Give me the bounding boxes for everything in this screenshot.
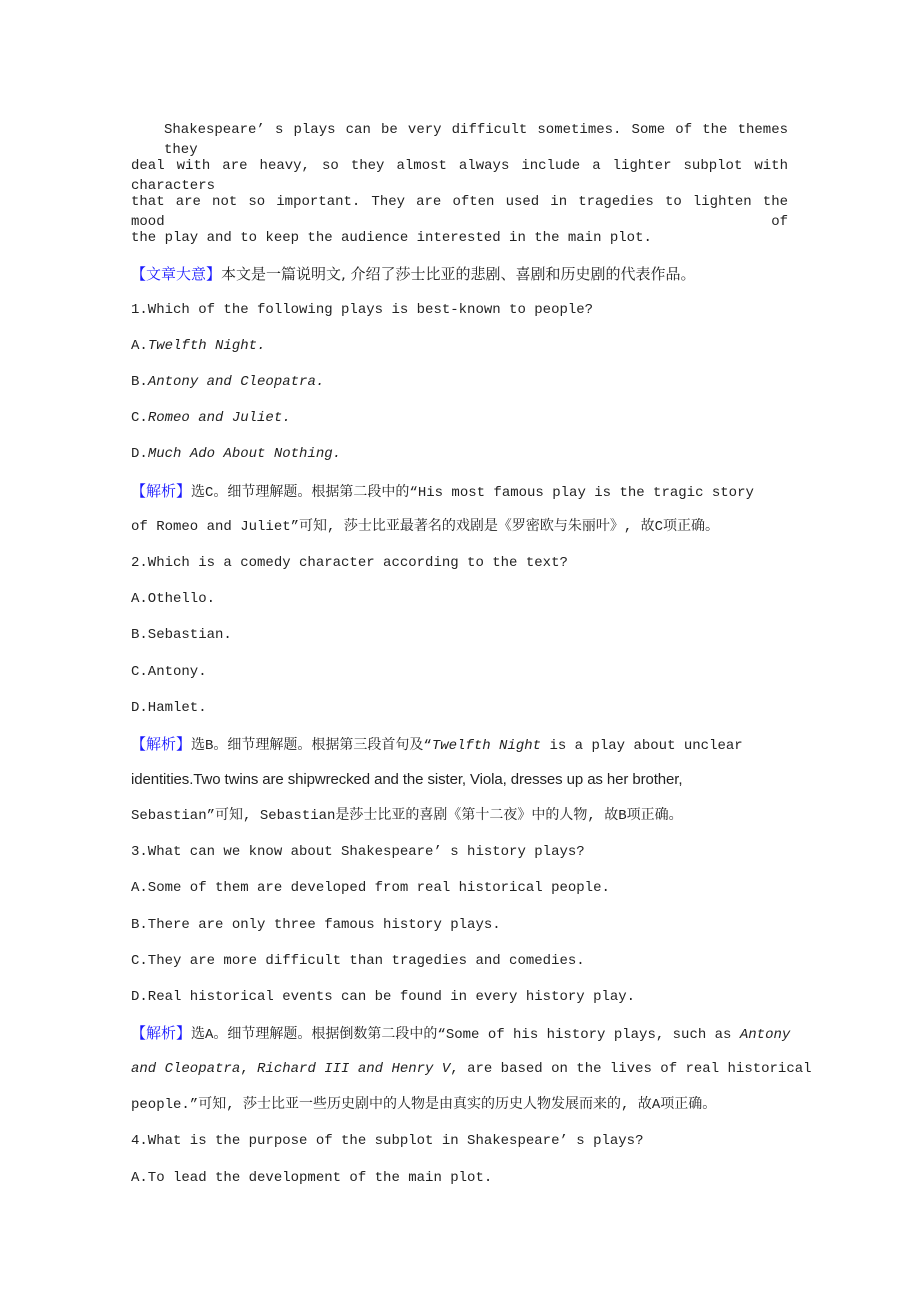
analysis-tag: 【解析】 bbox=[131, 1024, 192, 1042]
option-a: A.Othello. bbox=[131, 591, 216, 607]
passage-line: that are not so important. They are often used in tragedies to lighten the mood of bbox=[131, 194, 788, 230]
analysis-line: identities.Two twins are shipwrecked and the sister, Viola, dresses up as her brother, bbox=[131, 771, 683, 788]
passage-line: Shakespeare’ s plays can be very difficult sometimes. Some of the themes they bbox=[164, 122, 788, 158]
option-a: A.Twelfth Night. bbox=[131, 338, 266, 354]
option-b: B.There are only three famous history plays. bbox=[131, 917, 501, 933]
summary-tag: 【文章大意】 bbox=[131, 265, 222, 283]
option-c: C.Antony. bbox=[131, 664, 207, 680]
analysis-tag: 【解析】 bbox=[131, 735, 192, 753]
option-b: B.Antony and Cleopatra. bbox=[131, 374, 325, 390]
question-stem: 4.What is the purpose of the subplot in Shakespeare’ s plays? bbox=[131, 1133, 644, 1149]
analysis-line: Sebastian”可知, Sebastian是莎士比亚的喜剧《第十二夜》中的人物, 故B项正确。 bbox=[131, 808, 683, 824]
analysis-line: 【解析】选B。细节理解题。根据第三段首句及“Twelfth Night is a play about unclear bbox=[131, 735, 743, 754]
analysis-tag: 【解析】 bbox=[131, 482, 192, 500]
analysis-line: of Romeo and Juliet”可知, 莎士比亚最著名的戏剧是《罗密欧与朱丽叶》, 故C项正确。 bbox=[131, 519, 720, 535]
option-c: C.They are more difficult than tragedies and comedies. bbox=[131, 953, 585, 969]
analysis-line: 【解析】选A。细节理解题。根据倒数第二段中的“Some of his history plays, such as Antony bbox=[131, 1024, 791, 1043]
option-a: A.To lead the development of the main plot. bbox=[131, 1170, 493, 1186]
option-d: D.Hamlet. bbox=[131, 700, 207, 716]
question-stem: 1.Which of the following plays is best-known to people? bbox=[131, 302, 594, 318]
summary bbox=[131, 264, 788, 284]
option-a: A.Some of them are developed from real historical people. bbox=[131, 880, 610, 896]
question-stem: 2.Which is a comedy character according to the text? bbox=[131, 555, 568, 571]
option-d: D.Real historical events can be found in every history play. bbox=[131, 989, 636, 1005]
passage-line: the play and to keep the audience interested in the main plot. bbox=[131, 230, 652, 246]
summary-text: 本文是一篇说明文, 介绍了莎士比亚的悲剧、喜剧和历史剧的代表作品。 bbox=[221, 265, 696, 283]
option-d: D.Much Ado About Nothing. bbox=[131, 446, 342, 462]
analysis-line: people.”可知, 莎士比亚一些历史剧中的人物是由真实的历史人物发展而来的, 故A项正确。 bbox=[131, 1097, 717, 1113]
passage-line: deal with are heavy, so they almost always include a lighter subplot with characters bbox=[131, 158, 788, 194]
option-c: C.Romeo and Juliet. bbox=[131, 410, 291, 426]
analysis-line: and Cleopatra, Richard III and Henry V, are based on the lives of real historical bbox=[131, 1061, 812, 1077]
question-stem: 3.What can we know about Shakespeare’ s history plays? bbox=[131, 844, 585, 860]
option-b: B.Sebastian. bbox=[131, 627, 232, 643]
analysis-line: 【解析】选C。细节理解题。根据第二段中的“His most famous play is the tragic story bbox=[131, 482, 754, 501]
